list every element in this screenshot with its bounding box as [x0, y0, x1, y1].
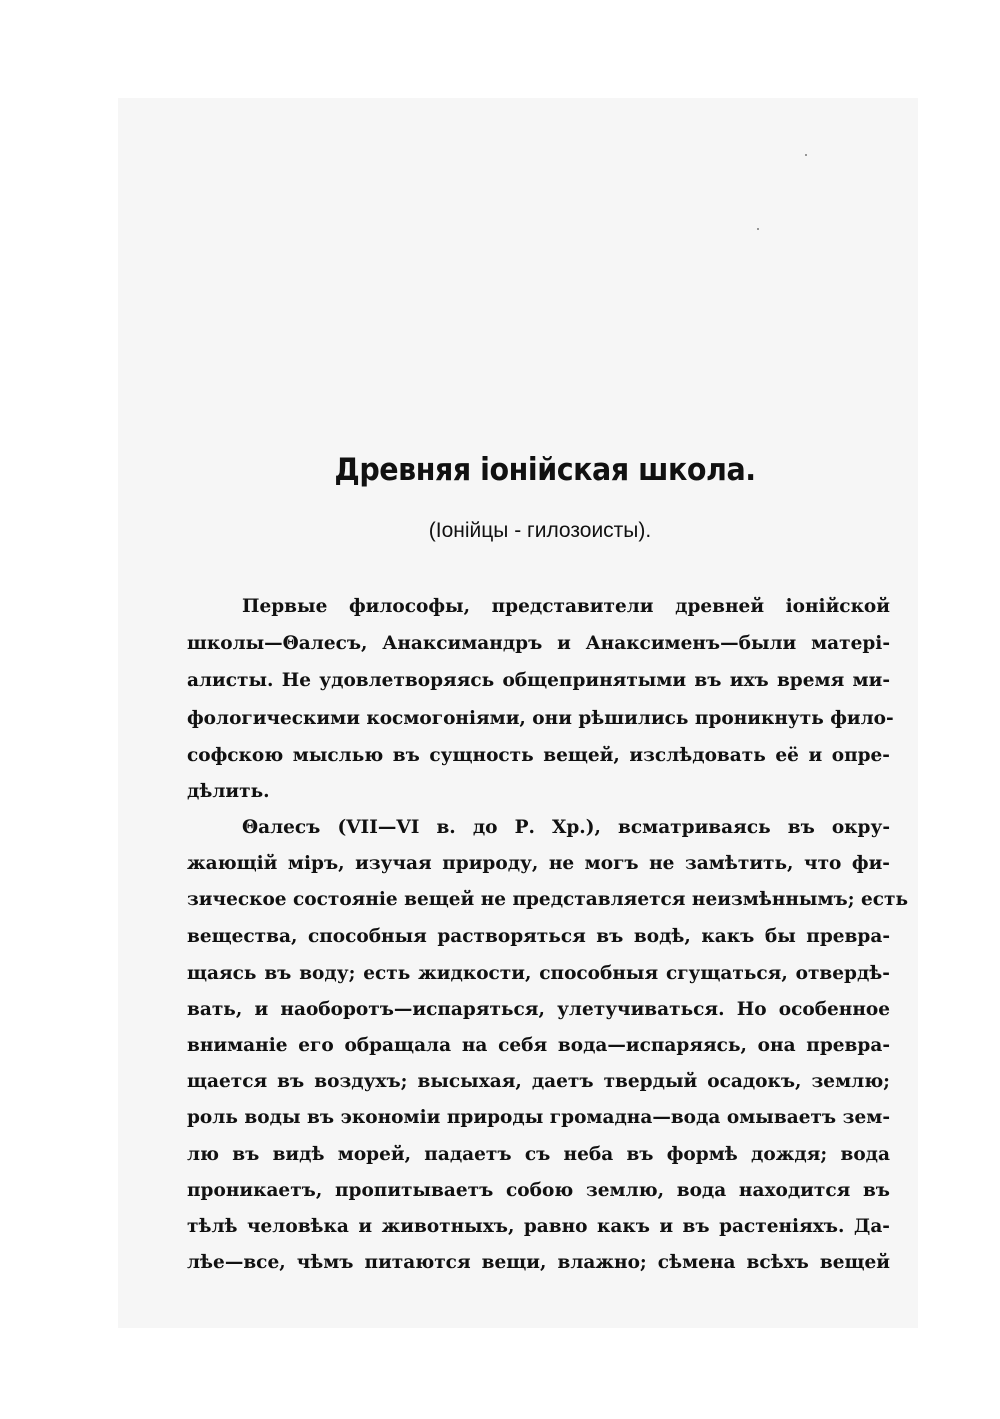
chapter-subtitle: (Іонійцы - гилозоисты). [428, 519, 652, 542]
text-line: проникаетъ, пропитываетъ собою землю, вода находится въ [187, 1180, 890, 1201]
text-line: школы—Θалесъ, Анаксимандръ и Анаксименъ—были матері- [187, 633, 890, 654]
text-line: жающій міръ, изучая природу, не могъ не замѣтить, что фи- [187, 853, 890, 874]
text-line: вещества, способныя растворяться въ водѣ, какъ бы превра- [187, 926, 890, 947]
text-line: тѣлѣ человѣка и животныхъ, равно какъ и въ растеніяхъ. Да- [187, 1216, 890, 1237]
text-line: лю въ видѣ морей, падаетъ съ неба въ формѣ дождя; вода [187, 1144, 890, 1165]
text-line: дѣлить. [187, 781, 270, 802]
text-line: зическое состояніе вещей не представляется неизмѣннымъ; есть [187, 889, 909, 910]
text-line: роль воды въ экономіи природы громадна—вода омываетъ зем- [187, 1107, 890, 1128]
text-line: лѣе—все, чѣмъ питаются вещи, влажно; сѣмена всѣхъ вещей [187, 1252, 890, 1273]
text-line: вниманіе его обращала на себя вода—испаряясь, она превра- [187, 1035, 890, 1056]
chapter-title: Древняя іонійская школа. [334, 452, 756, 488]
print-speck [757, 228, 759, 230]
text-line: софскою мыслью въ сущность вещей, изслѣдовать её и опре- [187, 745, 890, 766]
print-speck [805, 154, 807, 156]
text-line: щаясь въ воду; есть жидкости, способныя сгущаться, отвердѣ- [187, 963, 890, 984]
text-line: фологическими космогоніями, они рѣшились проникнуть фило- [187, 708, 894, 729]
text-line: алисты. Не удовлетворяясь общепринятыми въ ихъ время ми- [187, 670, 890, 691]
text-line: вать, и наоборотъ—испаряться, улетучиваться. Но особенное [187, 999, 890, 1020]
text-line: Θалесъ (VII—VI в. до Р. Хр.), всматриваясь въ окру- [242, 817, 890, 838]
text-line: щается въ воздухъ; высыхая, даетъ твердый осадокъ, землю; [187, 1071, 890, 1092]
text-line: Первые философы, представители древней іонійской [242, 596, 890, 617]
